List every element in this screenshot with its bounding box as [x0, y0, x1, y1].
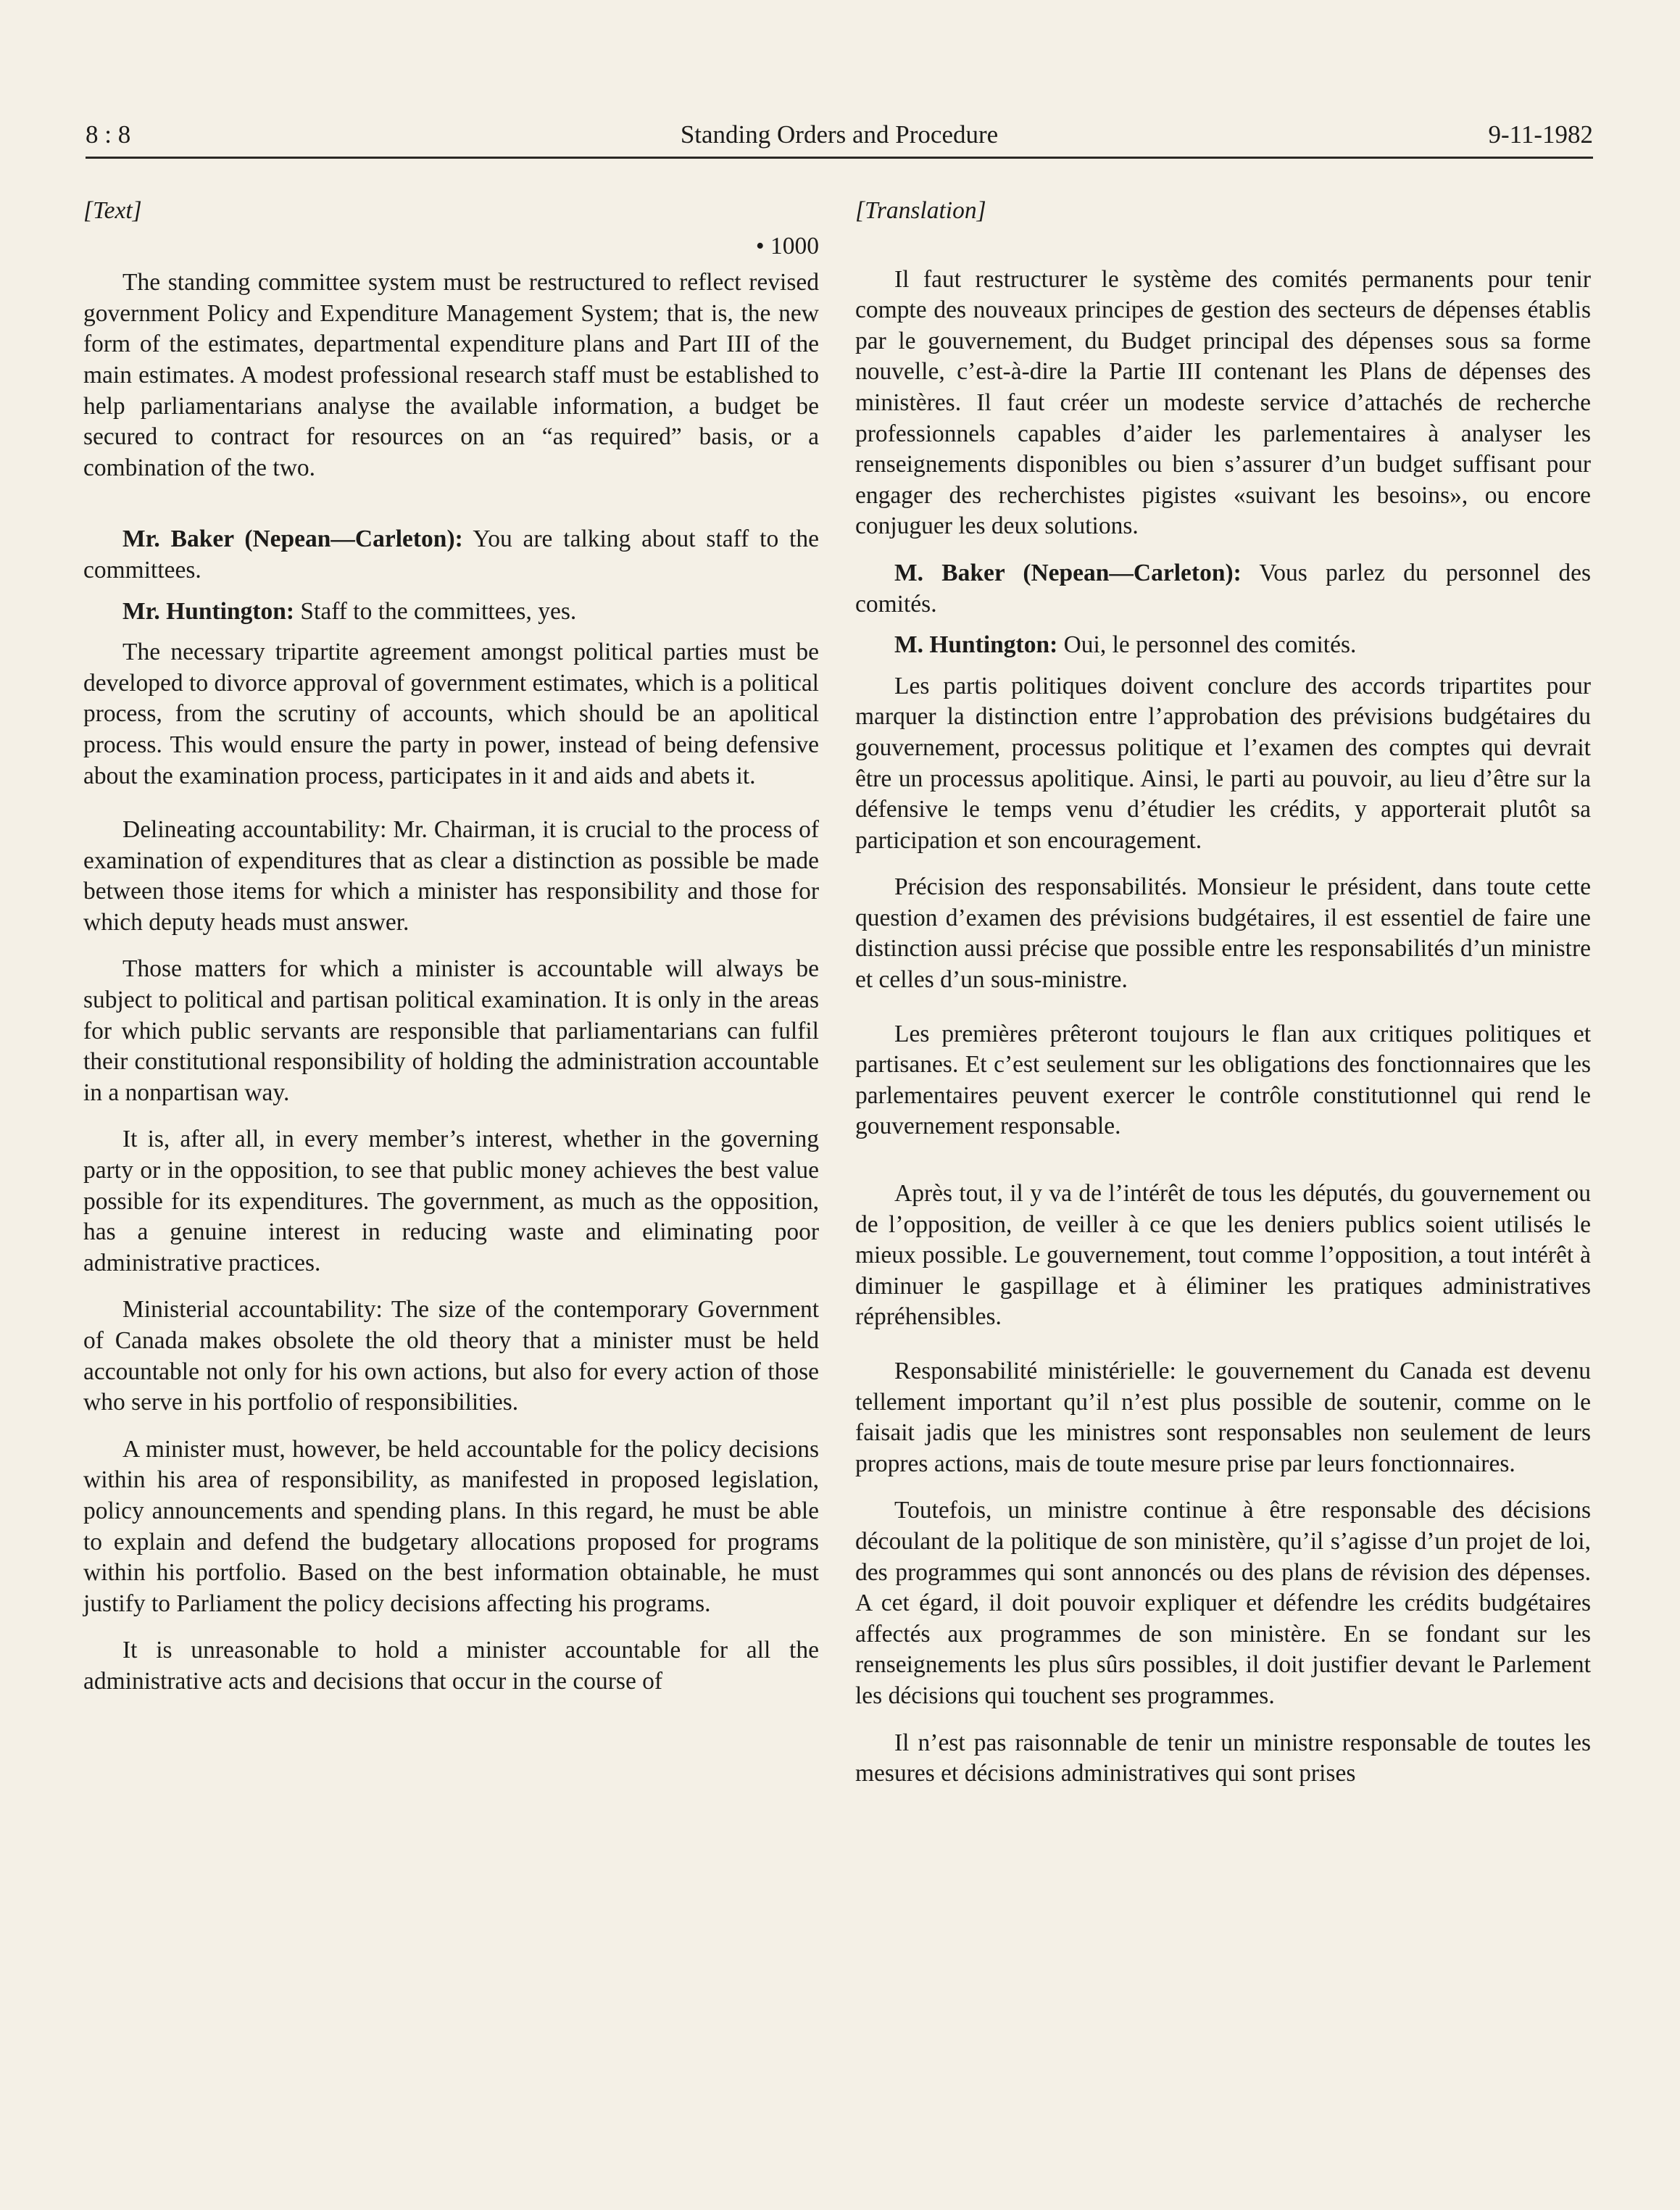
speech-text: Staff to the committees, yes. — [294, 597, 577, 625]
paragraph: A minister must, however, be held accountable for the policy decisions within his area of responsibility, as manifested in proposed legislation, policy announcements and spending plans. In this regard, he must be able to explain and defend the budgetary allocations proposed for programs within his portfolio. Based on the best information obtainable, he must justify to Parliament the policy decisions affecting his programs. — [83, 1435, 819, 1617]
paragraph: Those matters for which a minister is accountable will always be subject to political and partisan political examination. It is only in the areas for which public servants are responsible that parliamentarians can fulfil their constitutional responsibility of holding the administration accountable in a nonpartisan way. — [83, 955, 819, 1106]
paragraph: Précision des responsabilités. Monsieur le président, dans toute cette question d’examen des prévisions budgétaires, il est essentiel de faire une distinction aussi précise que possible entre les responsabilités d’un ministre et celles d’un sous-ministre. — [855, 873, 1591, 994]
speaker-paragraph — [855, 630, 1591, 661]
paragraph: Les partis politiques doivent conclure des accords tripartites pour marquer la distinction entre l’approbation des prévisions budgétaires du gouvernement, processus politique et l’examen des comptes qui devrait être un processus apolitique. Ainsi, le parti au pouvoir, au lieu d’être sur la défensive le temps venu d’étudier les crédits, y apporterait plutôt sa participation et son encouragement. — [855, 672, 1591, 854]
time-marker: • 1000 — [755, 232, 819, 259]
page-header — [86, 116, 1593, 159]
page-number: 8 : 8 — [86, 120, 131, 149]
english-column — [83, 196, 819, 1713]
french-column — [855, 196, 1591, 1806]
speaker-name: M. Baker (Nepean—Carleton): — [894, 559, 1242, 586]
speaker-paragraph — [855, 558, 1591, 620]
paragraph: Les premières prêteront toujours le flan aux critiques politiques et partisanes. Et c’est seulement sur les obligations des fonctionnaires que les parlementaires peuvent exercer le contrôle constitutionnel qui rend le gouvernement responsable. — [855, 1020, 1591, 1140]
paragraph: The standing committee system must be restructured to reflect revised government Policy and Expenditure Management System; that is, the new form of the estimates, departmental expenditure plans and Part III of the main estimates. A modest professional research staff must be established to help parliamentarians analyse the available information, a budget be secured to contract for resources on an “as required” basis, or a combination of the two. — [83, 269, 819, 481]
paragraph: The necessary tripartite agreement amongst political parties must be developed to divorce approval of government estimates, which is a political process, from the scrutiny of accounts, which should be an apolitical process. This would ensure the party in power, instead of being defensive about the examination process, participates in it and aids and abets it. — [83, 639, 819, 789]
paragraph: Delineating accountability: Mr. Chairman, it is crucial to the process of examination of expenditures that as clear a distinction as possible be made between those items for which a minister has responsibility and those for which deputy heads must answer. — [83, 816, 819, 936]
paragraph: Après tout, il y va de l’intérêt de tous les députés, du gouvernement ou de l’opposition, de veiller à ce que les deniers publics soient utilisés le mieux possible. Le gouvernement, tout comme l’opposition, a tout intérêt à diminuer le gaspillage et à éliminer les pratiques administratives répréhensibles. — [855, 1180, 1591, 1331]
speaker-name: Mr. Baker (Nepean—Carleton): — [122, 526, 463, 553]
section-label: [Translation] — [855, 197, 986, 224]
speaker-paragraph — [83, 524, 819, 586]
speech-text: Vous parlez du personnel des comités. — [855, 559, 1591, 618]
paragraph: It is unreasonable to hold a minister accountable for all the administrative acts and decisions that occur in the course of — [83, 1637, 819, 1695]
speaker-name: M. Huntington: — [894, 631, 1058, 659]
paragraph: Responsabilité ministérielle: le gouvernement du Canada est devenu tellement important qu’il n’est plus possible de soutenir, comme on le faisait jadis que les ministres sont responsables non seulement de leurs propres actions, mais de toute mesure prise par leurs fonctionnaires. — [855, 1358, 1591, 1477]
paragraph: Ministerial accountability: The size of the contemporary Government of Canada makes obsolete the old theory that a minister must be held accountable not only for his own actions, but also for every action of those who serve in his portfolio of responsibilities. — [83, 1296, 819, 1416]
speech-text: You are talking about staff to the committees. — [83, 526, 819, 583]
section-label: [Text] — [83, 197, 142, 224]
header-date: 9-11-1982 — [1488, 120, 1593, 149]
paragraph: Il faut restructurer le système des comités permanents pour tenir compte des nouveaux principes de gestion des secteurs de dépenses établis par le gouvernement, du Budget principal des dépenses sous sa forme nouvelle, c’est-à-dire la Partie III contenant les Plans de dépenses des ministères. Il faut créer un modeste service d’attachés de recherche professionnels capables d’aider les parlementaires à analyser les renseignements disponibles ou bien s’assurer d’un budget suffisant pour engager des recherchistes pigistes «suivant les besoins», ou encore conjuguer les deux solutions. — [855, 265, 1591, 540]
speech-text: Oui, le personnel des comités. — [1057, 631, 1357, 659]
running-title: Standing Orders and Procedure — [680, 120, 999, 149]
speaker-paragraph — [83, 597, 819, 628]
paragraph: Il n’est pas raisonnable de tenir un ministre responsable de toutes les mesures et décisions administratives qui sont prises — [855, 1729, 1591, 1787]
paragraph: Toutefois, un ministre continue à être responsable des décisions découlant de la politique de son ministère, qu’il s’agisse d’un projet de loi, des programmes qui sont annoncés ou des plans de révision des dépenses. A cet égard, il doit pouvoir expliquer et défendre les crédits budgétaires affectés aux programmes de son ministère. En se fondant sur les renseignements les plus sûrs possibles, il doit justifier devant le Parlement les décisions qui touchent ses programmes. — [855, 1497, 1591, 1709]
speaker-name: Mr. Huntington: — [122, 597, 295, 625]
paragraph: It is, after all, in every member’s interest, whether in the governing party or in the opposition, to see that public money achieves the best value possible for its expenditures. The government, as much as the opposition, has a genuine interest in reducing waste and eliminating poor administrative practices. — [83, 1126, 819, 1276]
